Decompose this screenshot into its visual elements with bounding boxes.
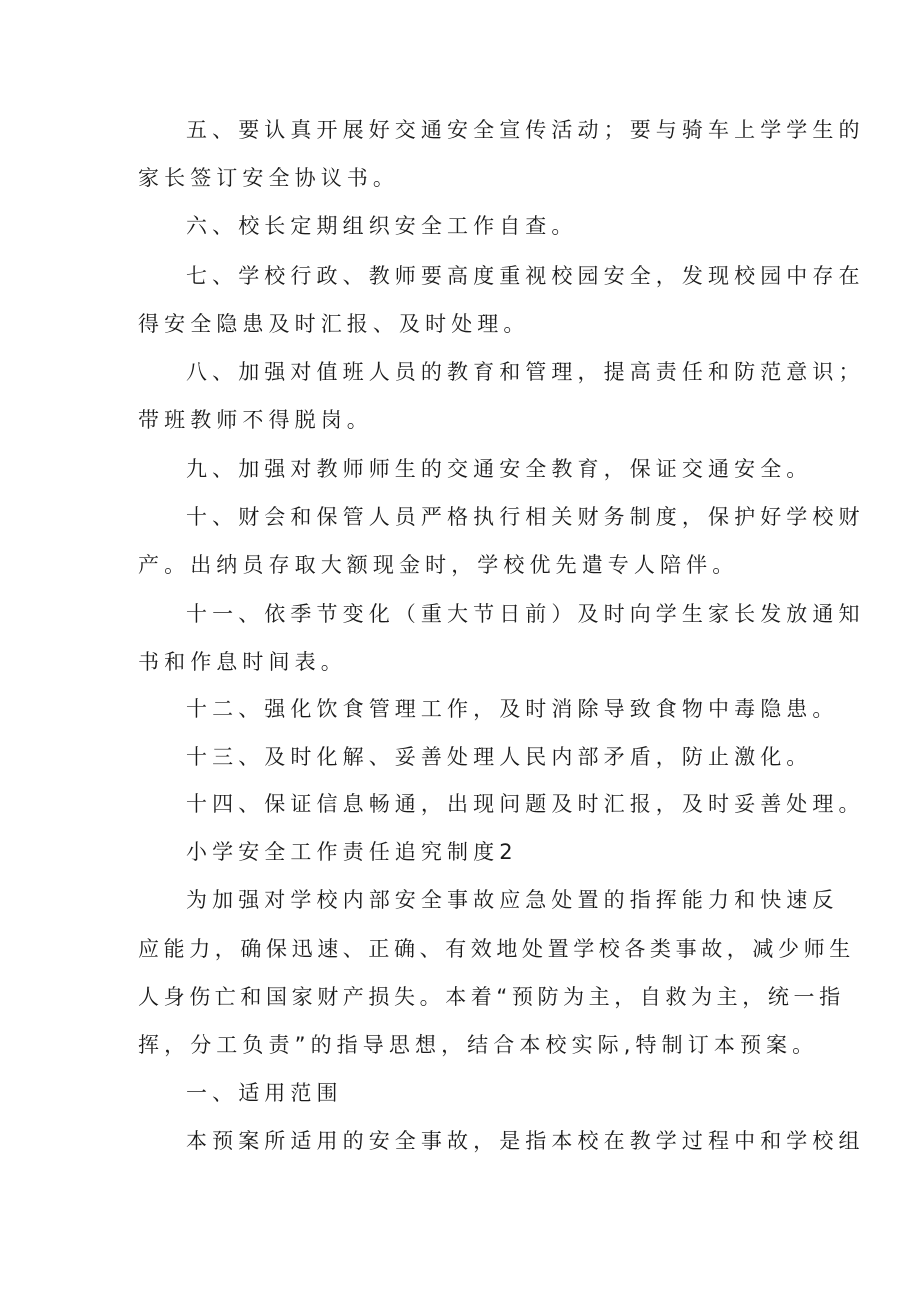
paragraph-line: 十三、及时化解、妥善处理人民内部矛盾，防止激化。 bbox=[186, 745, 813, 769]
paragraph-line: 带班教师不得脱岗。 bbox=[138, 408, 373, 432]
paragraph-line: 人身伤亡和国家财产损失。本着“预防为主，自救为主，统一指 bbox=[138, 985, 845, 1009]
paragraph-line: 八、加强对值班人员的教育和管理，提高责任和防范意识； bbox=[186, 360, 865, 384]
paragraph-line: 本预案所适用的安全事故，是指本校在教学过程中和学校组 bbox=[186, 1129, 865, 1153]
paragraph-line: 应能力，确保迅速、正确、有效地处置学校各类事故，减少师生 bbox=[138, 937, 855, 961]
paragraph-line: 十、财会和保管人员严格执行相关财务制度，保护好学校财 bbox=[186, 505, 865, 529]
subsection-heading: 一、适用范围 bbox=[186, 1081, 343, 1105]
paragraph-line: 十一、依季节变化（重大节日前）及时向学生家长发放通知 bbox=[186, 602, 865, 626]
paragraph-line: 六、校长定期组织安全工作自查。 bbox=[186, 214, 578, 238]
paragraph-line: 书和作息时间表。 bbox=[138, 650, 347, 674]
paragraph-line: 产。出纳员存取大额现金时，学校优先遣专人陪伴。 bbox=[138, 553, 739, 577]
paragraph-line: 家长签订安全协议书。 bbox=[138, 166, 399, 190]
paragraph-line: 十二、强化饮食管理工作，及时消除导致食物中毒隐患。 bbox=[186, 697, 839, 721]
paragraph-line: 挥，分工负责”的指导思想，结合本校实际,特制订本预案。 bbox=[138, 1033, 819, 1057]
paragraph-line: 得安全隐患及时汇报、及时处理。 bbox=[138, 312, 530, 336]
paragraph-line: 九、加强对教师师生的交通安全教育，保证交通安全。 bbox=[186, 457, 813, 481]
paragraph-line: 十四、保证信息畅通，出现问题及时汇报，及时妥善处理。 bbox=[186, 792, 865, 816]
section-heading: 小学安全工作责任追究制度2 bbox=[186, 840, 518, 864]
paragraph-line: 七、学校行政、教师要高度重视校园安全，发现校园中存在 bbox=[186, 264, 865, 288]
paragraph-line: 五、要认真开展好交通安全宣传活动；要与骑车上学学生的 bbox=[186, 118, 865, 142]
paragraph-line: 为加强对学校内部安全事故应急处置的指挥能力和快速反 bbox=[186, 888, 839, 912]
